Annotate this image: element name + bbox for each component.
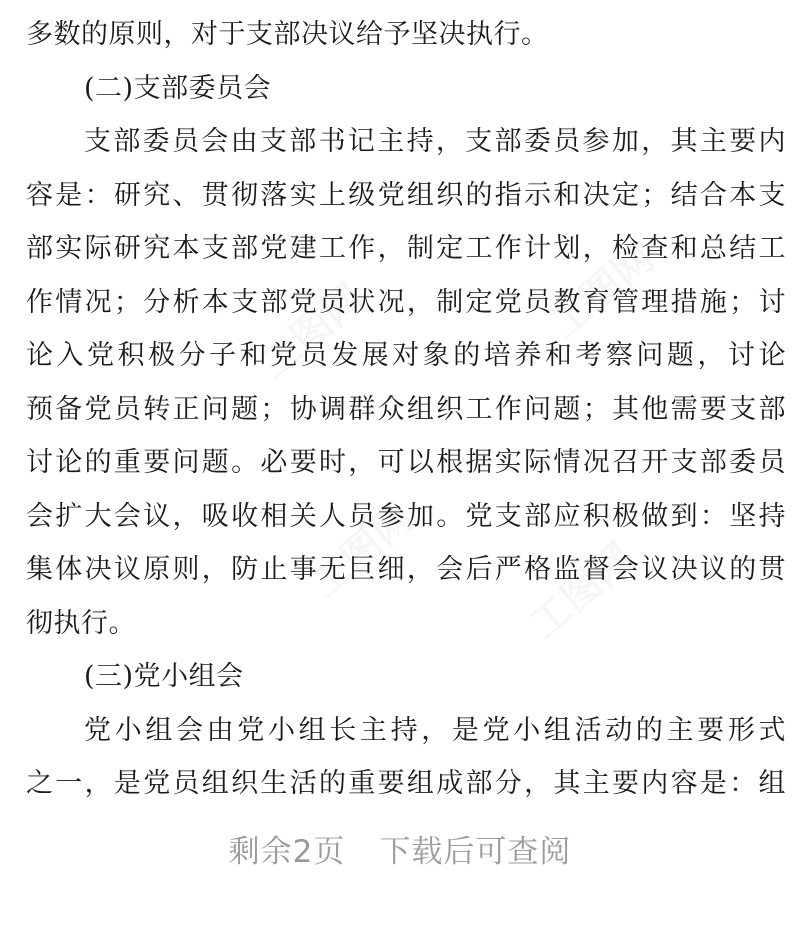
document-body	[26, 8, 786, 811]
paragraph-line: 预备党员转正问题；协调群众组织工作问题；其他需要支部	[26, 393, 786, 425]
download-prompt[interactable]	[0, 826, 800, 871]
paragraph-line: 部实际研究本支部党建工作，制定工作计划，检查和总结工	[26, 233, 786, 264]
paragraph-line: 彻执行。	[26, 607, 136, 639]
paragraph-line: 多数的原则，对于支部决议给予坚决执行。	[26, 19, 549, 50]
section-heading: (二)支部委员会	[84, 72, 272, 104]
paragraph-line: 容是：研究、贯彻落实上级党组织的指示和决定；结合本支	[26, 179, 786, 211]
paragraph-line: 集体决议原则，防止事无巨细，会后严格监督会议决议的贯	[26, 554, 786, 585]
paragraph-line: 党小组会由党小组长主持，是党小组活动的主要形式	[84, 714, 786, 746]
remaining-pages-text: 剩余2页	[228, 834, 346, 870]
download-hint-text: 下载后可查阅	[379, 834, 572, 870]
paragraph-line: 之一，是党员组织生活的重要组成部分，其主要内容是：组	[26, 768, 786, 799]
paragraph-line: 论入党积极分子和党员发展对象的培养和考察问题，讨论	[26, 340, 786, 371]
paragraph-line: 作情况；分析本支部党员状况，制定党员教育管理措施；讨	[26, 286, 786, 318]
section-heading: (三)党小组会	[84, 661, 244, 692]
paragraph-line: 讨论的重要问题。必要时，可以根据实际情况召开支部委员	[26, 447, 786, 478]
paragraph-line: 支部委员会由支部书记主持，支部委员参加，其主要内	[84, 126, 786, 157]
paragraph-line: 会扩大会议，吸收相关人员参加。党支部应积极做到：坚持	[26, 500, 786, 532]
